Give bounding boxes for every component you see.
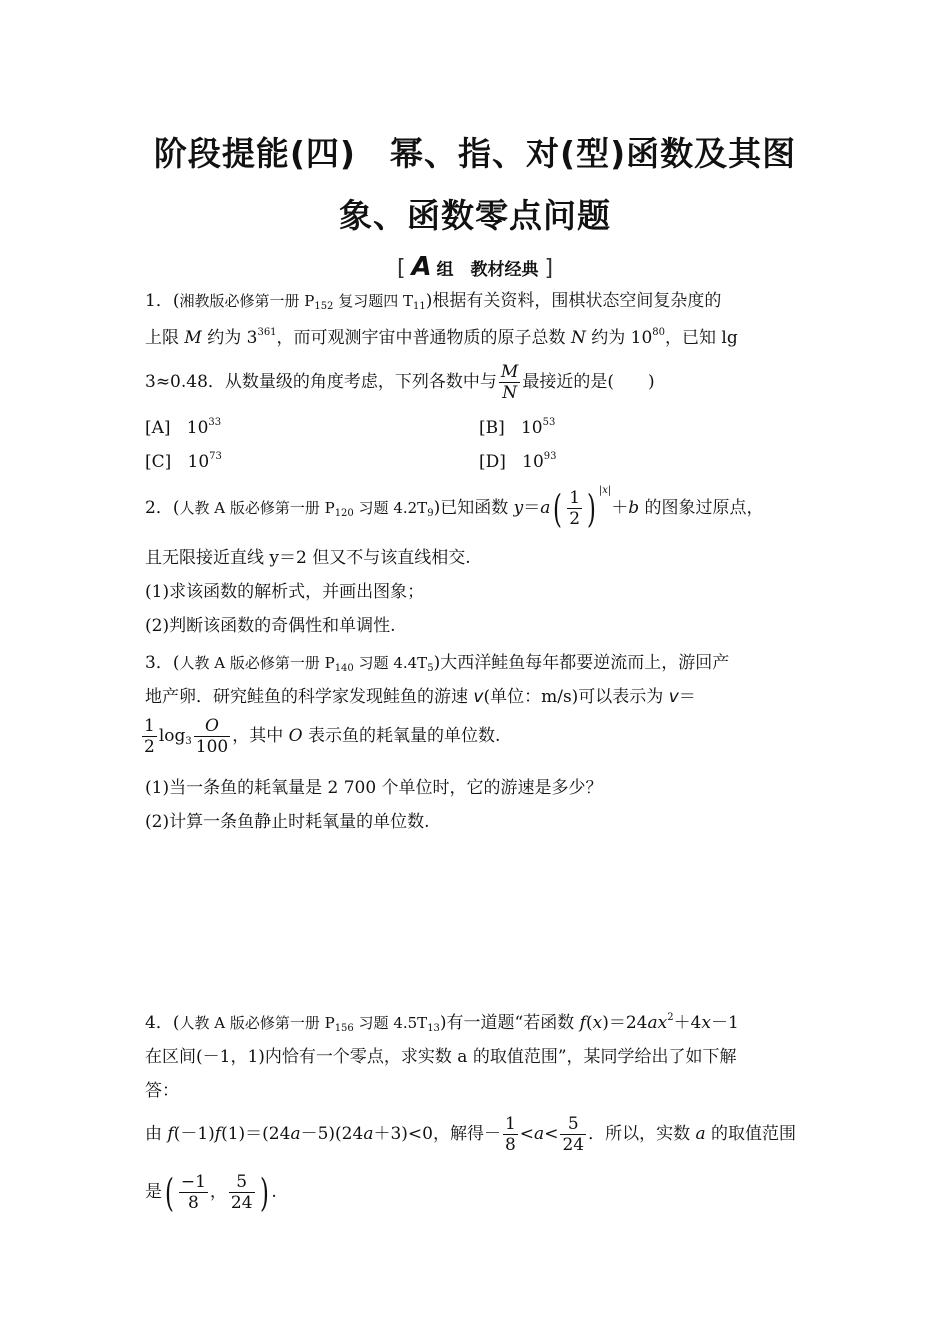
q3-source-b: 习题 4.4T xyxy=(353,654,428,672)
option-exp: 33 xyxy=(208,417,222,428)
fraction-one-half xyxy=(142,716,157,757)
var-b: b xyxy=(628,498,640,518)
q3-source-sub: 140 xyxy=(334,663,354,674)
q2-source: 人教 A 版必修第一册 P xyxy=(179,499,335,517)
q1-option-d xyxy=(479,452,557,472)
var-f: f xyxy=(579,1013,586,1033)
var-a: a xyxy=(290,1124,301,1144)
q1-line1 xyxy=(145,288,721,314)
frac-num: 5 xyxy=(560,1114,586,1135)
var-M: M xyxy=(184,328,202,348)
comma: ， xyxy=(209,1182,227,1202)
q4-source: 人教 A 版必修第一册 P xyxy=(179,1014,335,1032)
frac-den: 24 xyxy=(230,1193,253,1213)
frac-num: 1 xyxy=(144,716,155,736)
q2-source-b-sub: 9 xyxy=(427,508,434,519)
frac-num: 5 xyxy=(229,1172,255,1193)
option-base: 10 xyxy=(187,452,210,472)
frac-num: 1 xyxy=(504,1114,516,1134)
q4-text: －5)(24 xyxy=(300,1124,364,1144)
page-title-line1: 阶段提能(四) 幂、指、对(型)函数及其图 xyxy=(153,134,797,173)
q1-text: ，已知 lg xyxy=(665,328,738,348)
q3-line1 xyxy=(145,650,729,676)
q4-number: 4．( xyxy=(145,1013,180,1033)
q4-line3: 答： xyxy=(145,1081,179,1101)
q1-option-b xyxy=(479,418,555,438)
period: . xyxy=(271,1182,277,1202)
var-y: y xyxy=(513,498,524,518)
var-O: O xyxy=(288,726,303,746)
frac-den: 2 xyxy=(569,509,581,529)
q4-line1 xyxy=(145,1010,739,1036)
q1-line3 xyxy=(145,362,655,403)
var-a: a xyxy=(534,1124,545,1144)
q4-text: 由 xyxy=(145,1124,168,1144)
frac-den: 24 xyxy=(562,1135,585,1155)
plus-sign: ＋ xyxy=(611,498,629,518)
q3-text: (单位：m/s)可以表示为 xyxy=(483,687,669,707)
group-header xyxy=(0,252,950,282)
option-base: 10 xyxy=(186,418,209,438)
frac-den: N xyxy=(502,383,518,403)
q1-option-c xyxy=(145,452,222,472)
var-f: f xyxy=(167,1124,174,1144)
frac-den: 2 xyxy=(144,737,155,757)
q1-text: )根据有关资料，围棋状态空间复杂度的 xyxy=(425,291,722,311)
q4-text: ＋4 xyxy=(673,1013,702,1033)
exponent: 2 xyxy=(667,1012,674,1023)
q4-line5 xyxy=(145,1170,277,1215)
option-base: 10 xyxy=(522,452,544,472)
q3-text: 表示鱼的耗氧量的单位数. xyxy=(302,726,501,746)
var-v: v xyxy=(473,687,484,707)
frac-den: 8 xyxy=(504,1135,516,1155)
q4-line2: 在区间(－1，1)内恰有一个零点，求实数 a 的取值范围”，某同学给出了如下解 xyxy=(145,1047,737,1067)
fraction-one-half xyxy=(567,488,582,529)
q3-source: 人教 A 版必修第一册 P xyxy=(179,654,335,672)
q1-text: 3≈0.48．从数量级的角度考虑，下列各数中与 xyxy=(145,372,497,392)
group-label: 组 教材经典 xyxy=(436,260,539,280)
frac-den: 8 xyxy=(187,1193,199,1213)
exponent: 80 xyxy=(652,327,666,338)
option-label: [A] xyxy=(145,418,171,438)
q4-text: (1)＝(24 xyxy=(221,1124,291,1144)
log-base: 3 xyxy=(185,736,192,747)
var-x: x xyxy=(592,1013,603,1033)
paren-right: ) xyxy=(259,1170,269,1215)
q1-text: 约为 10 xyxy=(585,328,653,348)
q4-text: )有一道题“若函数 xyxy=(439,1013,580,1033)
group-letter-badge: A xyxy=(411,252,431,282)
q3-line3 xyxy=(140,716,500,757)
q1-option-a xyxy=(145,418,221,438)
fraction-1-8 xyxy=(503,1114,518,1155)
q4-source-sub: 156 xyxy=(334,1023,354,1034)
paren-right: ) xyxy=(586,486,596,531)
q2-number: 2．( xyxy=(145,498,180,518)
q1-text: 约为 3 xyxy=(201,328,258,348)
q4-line4 xyxy=(145,1112,796,1156)
var-a: a xyxy=(363,1124,374,1144)
q2-text: 的图象过原点， xyxy=(639,498,764,518)
q3-number: 3．( xyxy=(145,653,180,673)
var-v: v xyxy=(668,687,679,707)
var-ax: ax xyxy=(647,1013,668,1033)
q2-source-b: 习题 4.2T xyxy=(353,499,428,517)
paren-left: ( xyxy=(553,486,563,531)
q4-source-b-sub: 13 xyxy=(427,1023,440,1034)
q4-source-b: 习题 4.5T xyxy=(353,1014,428,1032)
q1-text: 上限 xyxy=(145,328,185,348)
equals-sign: ＝ xyxy=(678,687,696,707)
var-f: f xyxy=(214,1124,222,1144)
q4-text: －1 xyxy=(710,1013,739,1033)
bracket-right: ] xyxy=(544,256,554,281)
q4-text: )＝24 xyxy=(602,1013,648,1033)
q2-part2: (2)判断该函数的奇偶性和单调性. xyxy=(145,616,396,636)
option-exp: 93 xyxy=(543,451,557,462)
q1-source: 湘教版必修第一册 P xyxy=(179,292,315,310)
q1-text: ，而可观测宇宙中普通物质的原子总数 xyxy=(276,328,571,348)
equals-sign: ＝ xyxy=(523,498,541,518)
frac-num: O xyxy=(194,716,230,737)
option-base: 10 xyxy=(520,418,543,438)
q4-text: 是 xyxy=(145,1182,162,1202)
option-label: [C] xyxy=(145,452,172,472)
q3-text: ，其中 xyxy=(232,726,289,746)
frac-num: −1 xyxy=(180,1172,206,1192)
exponent: 361 xyxy=(257,327,277,338)
q2-source-sub: 120 xyxy=(334,508,354,519)
q3-part1: (1)当一条鱼的耗氧量是 2 700 个单位时，它的游速是多少？ xyxy=(145,778,603,798)
q2-part1: (1)求该函数的解析式，并画出图象； xyxy=(145,582,425,602)
option-exp: 73 xyxy=(209,451,222,462)
q4-text: ( xyxy=(585,1013,593,1033)
var-a: a xyxy=(695,1124,706,1144)
q3-part2: (2)计算一条鱼静止时耗氧量的单位数. xyxy=(145,812,430,832)
q3-line2 xyxy=(145,684,696,710)
q2-line2: 且无限接近直线 y＝2 但又不与该直线相交. xyxy=(145,548,471,568)
q4-text: (－1) xyxy=(173,1124,215,1144)
fraction-O-over-100 xyxy=(194,716,230,757)
q3-text: 地产卵．研究鲑鱼的科学家发现鲑鱼的游速 xyxy=(145,687,474,707)
q3-source-b-sub: 5 xyxy=(427,663,434,674)
fraction-M-over-N xyxy=(499,362,520,403)
less-than: < xyxy=(544,1124,559,1144)
q2-text: )已知函数 xyxy=(433,498,514,518)
page-title-line2: 象、函数零点问题 xyxy=(339,196,611,235)
q3-text: )大西洋鲑鱼每年都要逆流而上，游回产 xyxy=(433,653,730,673)
exponent-abs-x: |x| xyxy=(598,485,612,496)
paren-left: ( xyxy=(164,1170,174,1215)
frac-num: 1 xyxy=(569,488,581,508)
bracket-left: [ xyxy=(396,256,406,281)
var-x: x xyxy=(701,1013,711,1033)
fraction-neg1-8 xyxy=(179,1172,208,1213)
q1-text: 最接近的是( ) xyxy=(522,372,655,392)
log-function: log xyxy=(158,726,186,746)
q1-number: 1．( xyxy=(145,291,180,311)
q4-text: ．所以，实数 xyxy=(588,1124,696,1144)
q1-source-b: 复习题四 T xyxy=(333,292,413,310)
q2-line1 xyxy=(145,486,764,531)
q1-line2 xyxy=(145,325,738,351)
q4-text: 的取值范围 xyxy=(705,1124,797,1144)
q1-source-sub: 152 xyxy=(314,301,334,312)
fraction-5-24 xyxy=(560,1114,586,1155)
frac-den: 100 xyxy=(195,737,229,757)
option-exp: 53 xyxy=(542,417,556,428)
q1-source-b-sub: 11 xyxy=(412,301,426,312)
option-label: [D] xyxy=(479,452,506,472)
less-than: < xyxy=(519,1124,535,1144)
var-N: N xyxy=(570,328,586,348)
fraction-5-24 xyxy=(229,1172,255,1213)
var-a: a xyxy=(540,498,551,518)
q4-text: ＋3)<0，解得－ xyxy=(373,1124,501,1144)
frac-num: M xyxy=(500,362,519,382)
option-label: [B] xyxy=(479,418,505,438)
